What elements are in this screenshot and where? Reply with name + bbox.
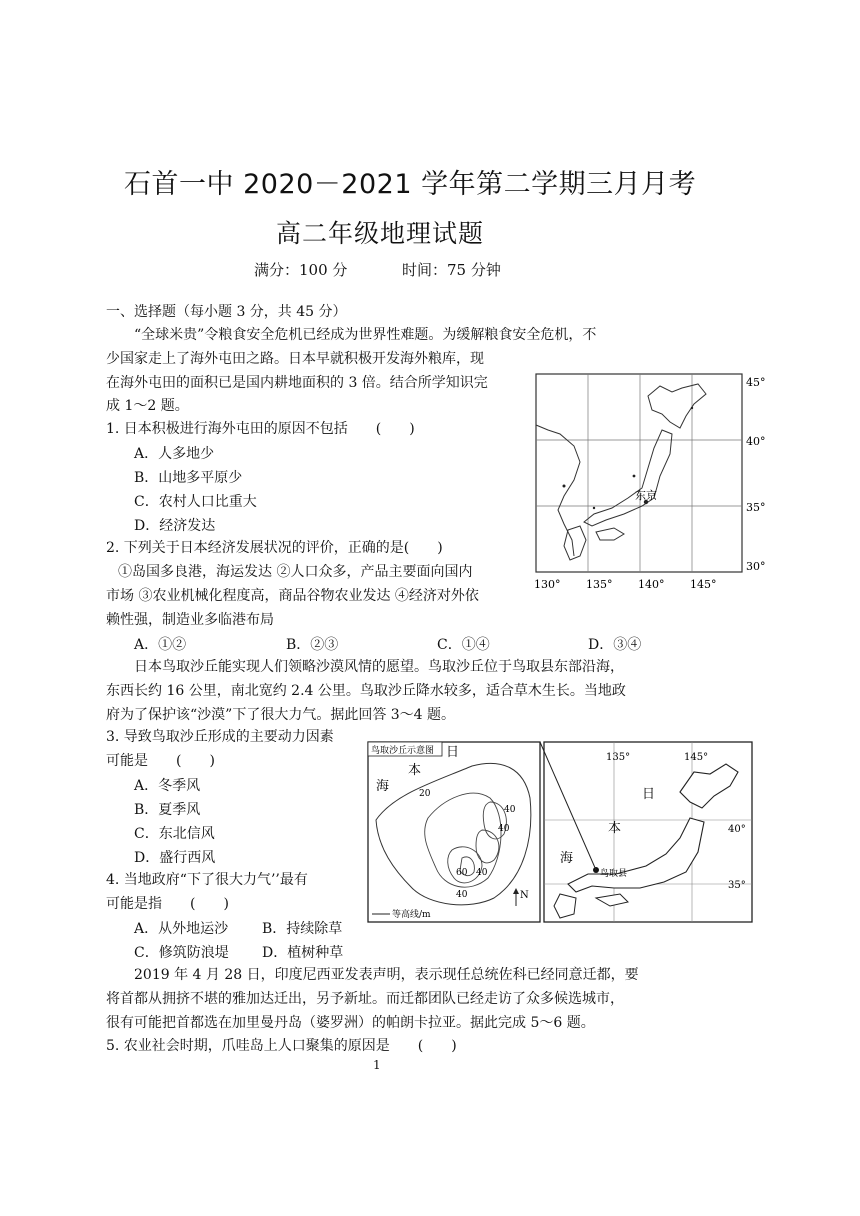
lon-label: 145° [690,578,717,591]
full-score: 满分：100 分 [254,261,348,279]
q2-statement-line: 市场 ③农业机械化程度高，商品谷物农业发达 ④经济对外依 [106,588,479,604]
q1-option-b: B．山地多平原少 [134,470,243,486]
passage1-line: 少国家走上了海外屯田之路。日本早就积极开发海外粮库，现 [106,351,484,367]
sea-label: 本 [408,763,422,778]
north-arrow: N [520,890,529,901]
time-limit: 时间：75 分钟 [402,261,501,279]
passage2-line: 府为了保护该“沙漠”下了很大力气。据此回答 3～4 题。 [106,707,456,723]
exam-title-line1: 石首一中 2020－2021 学年第二学期三月月考 [124,169,697,200]
japan-map [530,370,775,595]
q3-stem-line1: 3. 导致鸟取沙丘形成的主要动力因素 [106,729,334,745]
lat-label: 30° [746,560,766,573]
q3-option-b: B．夏季风 [134,802,201,818]
tottori-dune-map [364,738,756,928]
q5-stem: 5. 农业社会时期，爪哇岛上人口聚集的原因是 ( ) [106,1038,457,1054]
q4-option-b: B．持续除草 [262,921,343,937]
passage1-line: 成 1～2 题。 [106,398,189,414]
q1-option-a: A．人多地少 [134,446,215,462]
passage3-line: 很有可能把首都选在加里曼丹岛（婆罗洲）的帕朗卡拉亚。据此完成 5～6 题。 [106,1015,595,1031]
sea-label: 海 [560,851,574,866]
lat-label: 40° [746,435,766,448]
q2-stem: 2. 下列关于日本经济发展状况的评价，正确的是( ) [106,540,443,556]
q3-stem-line2: 可能是 ( ) [106,753,215,769]
q2-statement-line: ①岛国多良港，海运发达 ②人口众多，产品主要面向国内 [118,564,473,580]
passage1-line: 在海外屯田的面积已是国内耕地面积的 3 倍。结合所学知识完 [106,375,488,391]
q3-option-d: D．盛行西风 [134,850,216,866]
contour-label: 40 [504,805,516,815]
q4-option-c: C．修筑防浪堤 [134,945,229,961]
q4-option-d: D．植树种草 [262,945,344,961]
lat-label: 35° [728,880,746,891]
contour-legend: 等高线/m [392,910,431,920]
sea-label: 海 [376,779,390,794]
q2-option-b: B．②③ [286,637,339,653]
page-number: 1 [373,1058,381,1072]
q1-stem: 1. 日本积极进行海外屯田的原因不包括 ( ) [106,421,415,437]
sea-label: 日 [446,745,460,760]
q4-stem-line1: 4. 当地政府“下了很大力气’’最有 [106,872,308,888]
tottori-label: 鸟取县 [600,869,628,879]
exam-title-line2: 高二年级地理试题 [276,219,485,248]
q2-option-a: A．①② [134,637,187,653]
contour-label: 40 [456,890,468,900]
lon-label: 130° [534,578,561,591]
q2-option-d: D．③④ [588,637,642,653]
passage2-line: 日本鸟取沙丘能实现人们领略沙漠风情的愿望。鸟取沙丘位于鸟取县东部沿海， [134,659,624,675]
contour-label: 40 [476,868,488,878]
lon-label: 140° [638,578,665,591]
tokyo-label: 东京 [635,489,657,502]
contour-label: 60 [456,868,468,878]
lat-label: 35° [746,501,766,514]
lat-label: 40° [728,824,746,835]
passage1-line: “全球米贵”令粮食安全危机已经成为世界性难题。为缓解粮食安全危机，不 [134,327,597,343]
lon-label: 135° [606,752,631,763]
inset-title: 鸟取沙丘示意图 [371,746,435,756]
section-heading: 一、选择题（每小题 3 分，共 45 分） [106,304,347,320]
q1-option-d: D．经济发达 [134,518,216,534]
sea-label: 日 [642,787,656,802]
lon-label: 135° [586,578,613,591]
lat-label: 45° [746,376,766,389]
passage3-line: 2019 年 4 月 28 日，印度尼西亚发表声明，表示现任总统佐科已经同意迁都，要 [134,967,639,983]
sea-label: 本 [608,821,622,836]
q4-option-a: A．从外地运沙 [134,921,229,937]
lon-label: 145° [684,752,709,763]
contour-label: 40 [498,824,510,834]
q4-stem-line2: 可能是指 ( ) [106,896,229,912]
q3-option-c: C．东北信风 [134,826,215,842]
contour-label: 20 [419,789,431,799]
passage3-line: 将首都从拥挤不堪的雅加达迁出，另予新址。而迁都团队已经走访了众多候选城市， [106,991,624,1007]
q2-option-c: C．①④ [437,637,490,653]
passage2-line: 东西长约 16 公里，南北宽约 2.4 公里。鸟取沙丘降水较多，适合草木生长。当地政 [106,683,626,699]
q2-statement-line: 赖性强，制造业多临港布局 [106,612,274,628]
q3-option-a: A．冬季风 [134,778,201,794]
q1-option-c: C．农村人口比重大 [134,494,257,510]
